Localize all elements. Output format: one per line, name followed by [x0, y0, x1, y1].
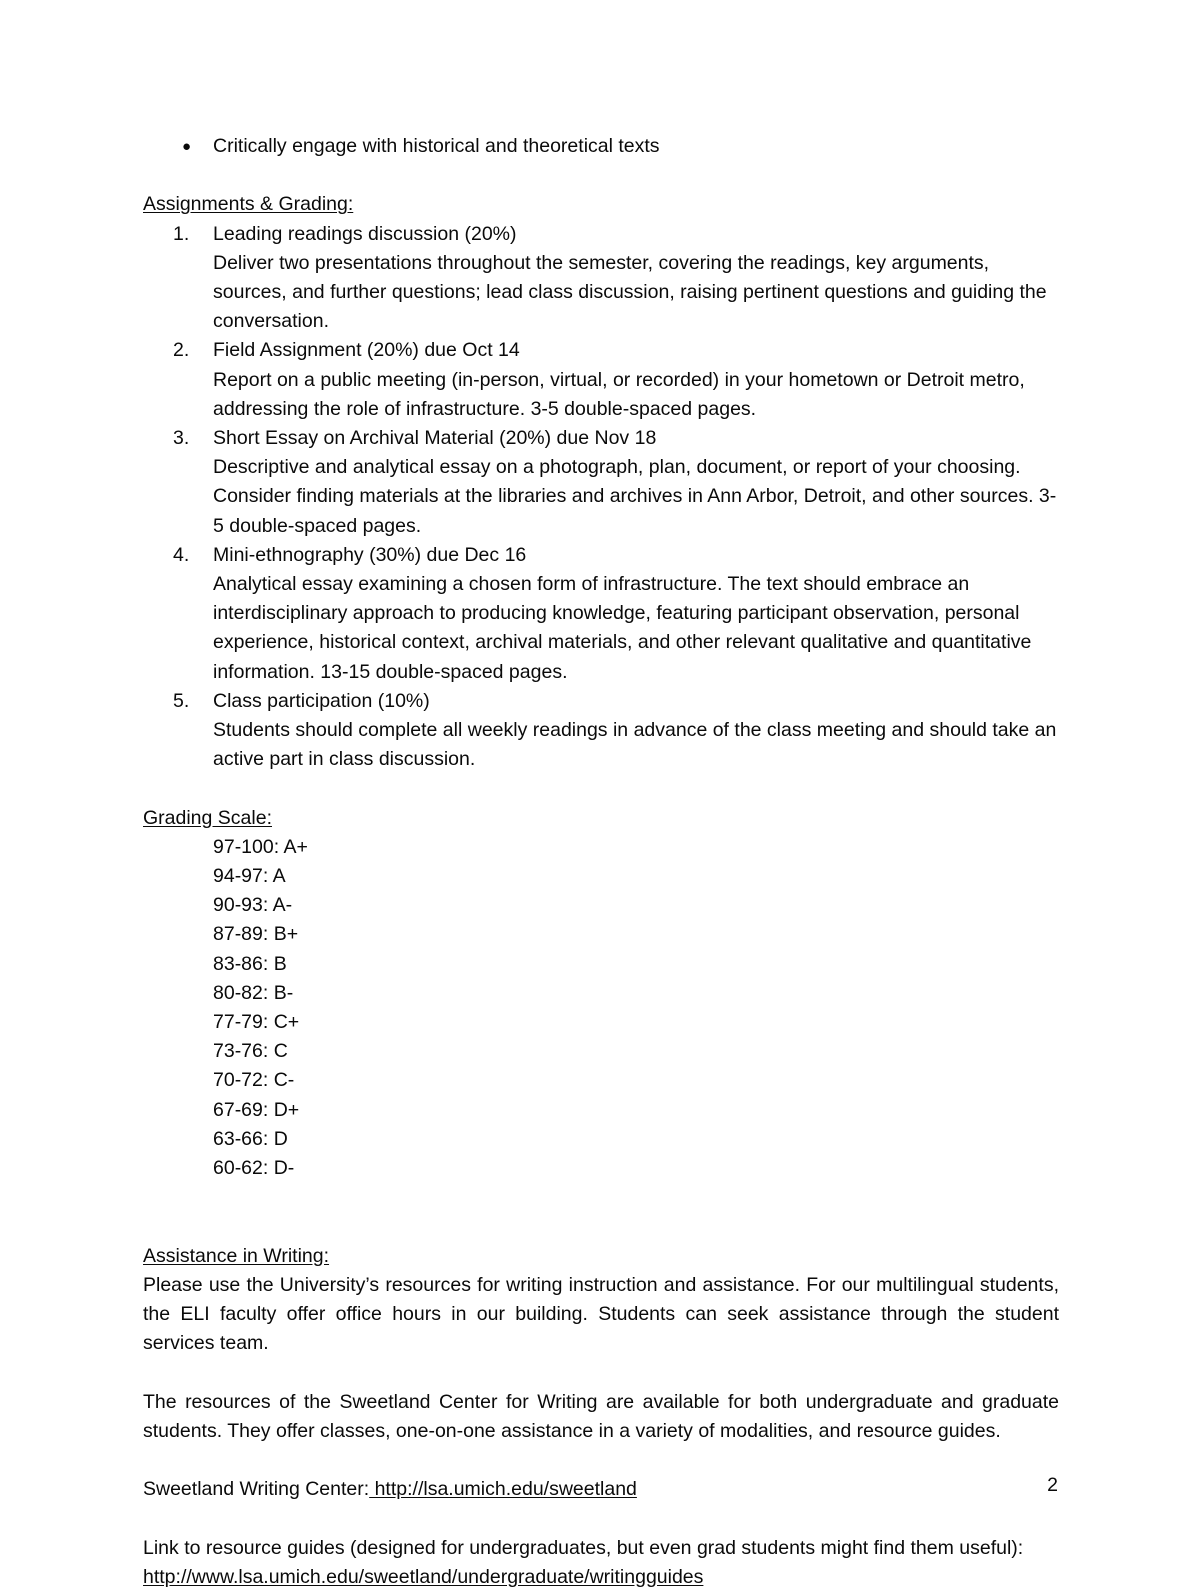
- resource-guides-link[interactable]: http://www.lsa.umich.edu/sweetland/undergraduate/writingguides: [143, 1565, 704, 1588]
- list-item: 80-82: B-: [213, 981, 294, 1004]
- list-item-marker: 3.: [173, 427, 190, 450]
- sweetland-writing-center-link[interactable]: http://lsa.umich.edu/sweetland: [369, 1478, 637, 1501]
- list-item-title: Leading readings discussion (20%): [213, 222, 517, 245]
- list-item-title: Mini-ethnography (30%) due Dec 16: [213, 543, 527, 566]
- list-item: [143, 132, 1059, 161]
- list-item-title: Field Assignment (20%) due Oct 14: [213, 339, 520, 362]
- list-item: 70-72: C-: [213, 1069, 295, 1092]
- list-item-description: Report on a public meeting (in-person, virtual, or recorded) in your hometown or Detroit metro, addressing the role of infrastructure. 3-5 double-spaced pages.: [213, 368, 1025, 420]
- objectives-bullet-list: [143, 132, 1059, 161]
- list-item: 77-79: C+: [213, 1011, 300, 1034]
- list-item-description: Students should complete all weekly readings in advance of the class meeting and should take an active part in class discussion.: [213, 719, 1057, 771]
- writing-assistance-paragraph-1: Please use the University’s resources for writing instruction and assistance. For our multilingual students, the ELI faculty offer office hours in our building. Students can seek assistance through the student services team.: [143, 1273, 1059, 1355]
- writing-assistance-heading: Assistance in Writing:: [143, 1244, 330, 1267]
- spacer: [143, 774, 1059, 803]
- assignments-heading: Assignments & Grading:: [143, 193, 354, 216]
- spacer: [143, 1183, 1059, 1212]
- grading-scale-heading: Grading Scale:: [143, 806, 272, 829]
- list-item-marker: 4.: [173, 543, 190, 566]
- list-item-marker: 1.: [173, 222, 190, 245]
- bullet-item-label: Critically engage with historical and theoretical texts: [213, 135, 660, 157]
- list-item: [143, 336, 1059, 424]
- spacer: [143, 1212, 1059, 1241]
- resource-guides-line: [143, 1563, 1059, 1592]
- sweetland-center-line: [143, 1475, 1059, 1504]
- spacer: [143, 1358, 1059, 1387]
- resource-guides-intro: Link to resource guides (designed for undergraduates, but even grad students might find them useful):: [143, 1536, 1024, 1559]
- list-item: 67-69: D+: [213, 1098, 300, 1121]
- list-item: 73-76: C: [213, 1040, 288, 1063]
- list-item: [143, 220, 1059, 337]
- sweetland-center-label: Sweetland Writing Center:: [143, 1478, 370, 1501]
- list-item: [143, 687, 1059, 775]
- list-item-title: Short Essay on Archival Material (20%) due Nov 18: [213, 427, 657, 450]
- list-item: 90-93: A-: [213, 894, 293, 917]
- list-item: 97-100: A+: [213, 835, 308, 858]
- list-item-description: Deliver two presentations throughout the semester, covering the readings, key arguments, sources, and further questions; lead class discussion, raising pertinent questions and guiding the conversation.: [213, 251, 1047, 333]
- list-item: 87-89: B+: [213, 923, 299, 946]
- list-item-description: Descriptive and analytical essay on a photograph, plan, document, or report of your choosing. Consider finding materials at the libraries and archives in Ann Arbor, Detroit, and other sources. 3-5 double-spaced pages.: [213, 456, 1057, 537]
- writing-assistance-paragraph-2: The resources of the Sweetland Center for Writing are available for both undergraduate and graduate students. They offer classes, one-on-one assistance in a variety of modalities, and resource guides.: [143, 1390, 1059, 1442]
- spacer: [143, 161, 1059, 190]
- list-item: 83-86: B: [213, 952, 287, 975]
- list-item-title: Class participation (10%): [213, 689, 430, 712]
- page-number: 2: [1047, 1474, 1058, 1496]
- bullet-icon: ●: [182, 138, 192, 155]
- list-item: 63-66: D: [213, 1127, 288, 1150]
- list-item-marker: 2.: [173, 339, 190, 362]
- list-item: [143, 424, 1059, 541]
- assignments-list: [143, 220, 1059, 775]
- list-item: [143, 541, 1059, 687]
- spacer: [143, 1504, 1059, 1533]
- grading-scale-list: [143, 833, 1059, 1183]
- list-item-description: Analytical essay examining a chosen form of infrastructure. The text should embrace an interdisciplinary approach to producing knowledge, featuring participant observation, personal experience, historical context, archival materials, and other relevant qualitative and quantitative information. 13-15 double-spaced pages.: [213, 573, 1032, 683]
- list-item: 60-62: D-: [213, 1157, 295, 1180]
- list-item: 94-97: A: [213, 865, 286, 888]
- spacer: [143, 1446, 1059, 1475]
- document-body: [143, 132, 1059, 1592]
- list-item-marker: 5.: [173, 689, 190, 712]
